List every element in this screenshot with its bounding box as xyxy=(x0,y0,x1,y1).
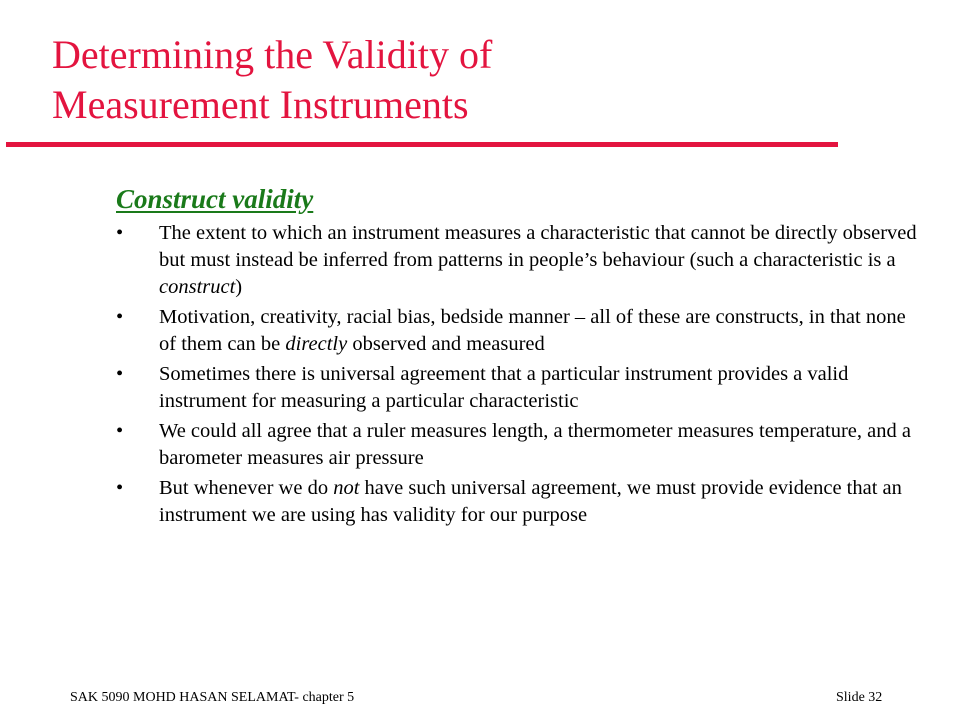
footer-slide-number: Slide 32 xyxy=(836,690,883,705)
bullet-text: The extent to which an instrument measures a characteristic that cannot be directly observed but must instead be inferred from patterns in people’s behaviour (such a characteristic is a xyxy=(159,222,917,271)
slide-title-line-1: Determining the Validity of xyxy=(52,32,493,77)
bullet-text: We could all agree that a ruler measures length, a thermometer measures temperature, and a barometer measures air pressure xyxy=(159,420,911,469)
bullet-item xyxy=(116,418,926,472)
bullet-text: Motivation, creativity, racial bias, bedside manner – all of these are constructs, in that none of them can be xyxy=(159,306,906,355)
bullet-emphasis: construct xyxy=(159,276,236,298)
bullet-list xyxy=(116,220,926,532)
bullet-icon: • xyxy=(116,477,124,499)
bullet-item xyxy=(116,220,926,301)
bullet-icon: • xyxy=(116,306,124,328)
bullet-icon: • xyxy=(116,222,124,244)
bullet-text-tail: have such universal agreement, we must provide evidence that an instrument we are using has validity for our purpose xyxy=(159,477,902,526)
bullet-text-tail: ) xyxy=(235,276,243,298)
bullet-icon: • xyxy=(116,420,124,442)
bullet-text: But whenever we do xyxy=(159,477,334,499)
footer-course-label: SAK 5090 MOHD HASAN SELAMAT- chapter 5 xyxy=(70,690,355,705)
bullet-item xyxy=(116,304,926,358)
section-heading: Construct validity xyxy=(116,184,314,214)
bullet-icon: • xyxy=(116,363,124,385)
slide-title-line-2: Measurement Instruments xyxy=(52,82,469,127)
bullet-emphasis: not xyxy=(333,477,360,499)
bullet-text-tail: observed and measured xyxy=(347,333,545,355)
slide-title xyxy=(52,30,872,130)
bullet-item xyxy=(116,361,926,415)
bullet-item xyxy=(116,475,926,529)
bullet-text: Sometimes there is universal agreement that a particular instrument provides a valid instrument for measuring a particular characteristic xyxy=(159,363,849,412)
bullet-emphasis: directly xyxy=(285,333,348,355)
title-divider xyxy=(6,142,838,147)
